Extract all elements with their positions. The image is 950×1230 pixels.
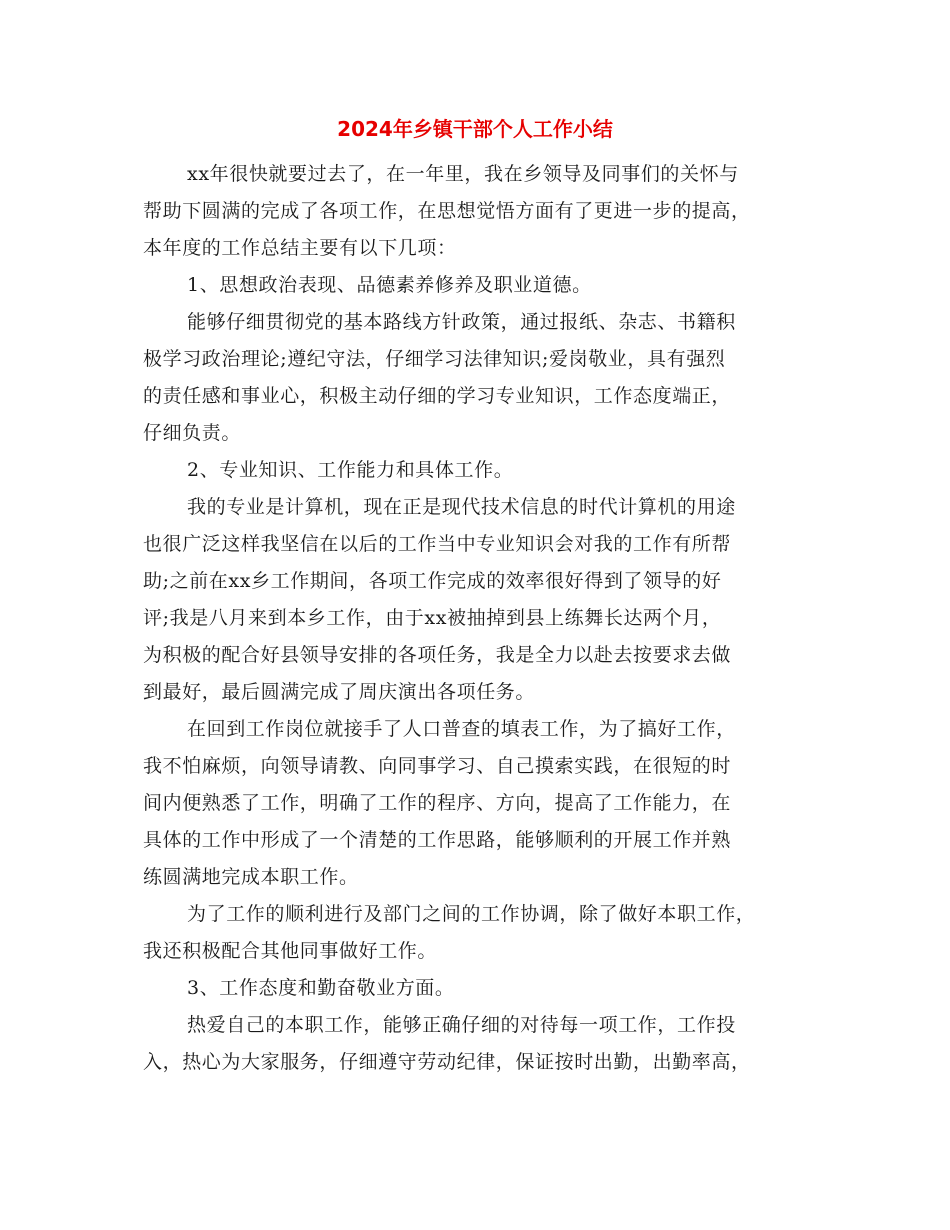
text-line: 本年度的工作总结主要有以下几项： (143, 237, 457, 259)
text-line: 也很广泛这样我坚信在以后的工作当中专业知识会对我的工作有所帮 (143, 533, 732, 555)
text-line: 具体的工作中形成了一个清楚的工作思路，能够顺利的开展工作并熟 (143, 829, 732, 851)
text-line: 入，热心为大家服务，仔细遵守劳动纪律，保证按时出勤，出勤率高， (143, 1051, 751, 1073)
text-line: 助;之前在xx乡工作期间，各项工作完成的效率很好得到了领导的好 (143, 570, 722, 592)
text-line: 在回到工作岗位就接手了人口普查的填表工作，为了搞好工作， (187, 718, 736, 740)
text-line: xx年很快就要过去了，在一年里，我在乡领导及同事们的关怀与 (187, 163, 739, 185)
text-line: 2、专业知识、工作能力和具体工作。 (187, 459, 514, 481)
text-line: 3、工作态度和勤奋敬业方面。 (187, 977, 455, 999)
text-line: 我还积极配合其他同事做好工作。 (143, 940, 438, 962)
text-line: 评;我是八月来到本乡工作，由于xx被抽掉到县上练舞长达两个月， (143, 607, 722, 629)
text-line: 帮助下圆满的完成了各项工作，在思想觉悟方面有了更进一步的提高， (143, 200, 751, 222)
text-line: 极学习政治理论;遵纪守法，仔细学习法律知识;爱岗敬业，具有强烈 (143, 348, 726, 370)
text-line: 为积极的配合好县领导安排的各项任务，我是全力以赴去按要求去做 (143, 644, 732, 666)
text-line: 我不怕麻烦，向领导请教、向同事学习、自己摸索实践，在很短的时 (143, 755, 732, 777)
text-line: 练圆满地完成本职工作。 (143, 866, 359, 888)
text-line: 热爱自己的本职工作，能够正确仔细的对待每一项工作，工作投 (187, 1014, 736, 1036)
text-line: 1、思想政治表现、品德素养修养及职业道德。 (187, 274, 592, 296)
document-title: 2024年乡镇干部个人工作小结 (337, 117, 613, 141)
text-line: 间内便熟悉了工作，明确了工作的程序、方向，提高了工作能力，在 (143, 792, 732, 814)
text-line: 到最好，最后圆满完成了周庆演出各项任务。 (143, 681, 536, 703)
text-line: 仔细负责。 (143, 422, 242, 444)
text-line: 的责任感和事业心，积极主动仔细的学习专业知识，工作态度端正， (143, 385, 732, 407)
text-line: 我的专业是计算机，现在正是现代技术信息的时代计算机的用途 (187, 496, 736, 518)
text-line: 为了工作的顺利进行及部门之间的工作协调，除了做好本职工作， (187, 903, 756, 925)
text-line: 能够仔细贯彻党的基本路线方针政策，通过报纸、杂志、书籍积 (187, 311, 736, 333)
